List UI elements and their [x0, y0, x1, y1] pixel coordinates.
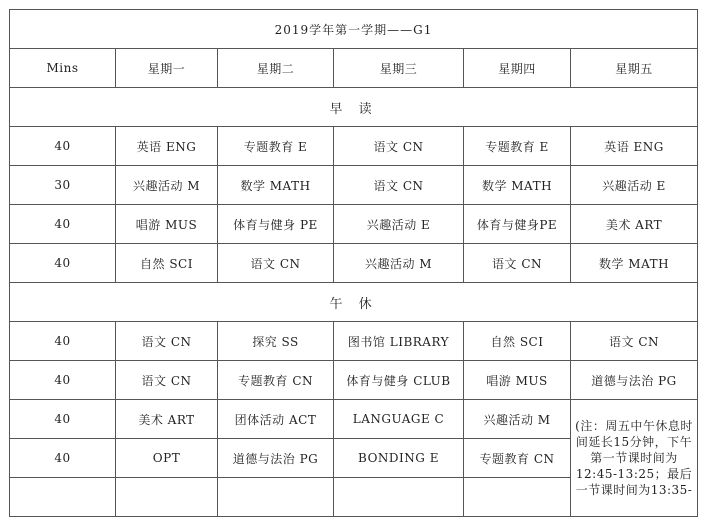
header-cell: Mins [10, 49, 116, 88]
class-cell: 探究 SS [218, 322, 334, 361]
class-cell: 体育与健身PE [464, 205, 571, 244]
header-cell: 星期一 [116, 49, 218, 88]
class-cell: LANGUAGE C [334, 400, 464, 439]
class-cell: 唱游 MUS [116, 205, 218, 244]
class-cell: 团体活动 ACT [218, 400, 334, 439]
title-row [10, 10, 698, 49]
class-cell: 自然 SCI [464, 322, 571, 361]
class-cell: 体育与健身 CLUB [334, 361, 464, 400]
class-cell: 语文 CN [334, 166, 464, 205]
table-row [10, 244, 698, 283]
class-cell: 数学 MATH [464, 166, 571, 205]
class-cell: 兴趣活动 E [334, 205, 464, 244]
header-cell: 星期二 [218, 49, 334, 88]
class-cell: 美术 ART [571, 205, 698, 244]
class-cell [464, 478, 571, 517]
class-cell [218, 478, 334, 517]
section-row [10, 283, 698, 322]
class-cell [334, 478, 464, 517]
minutes-cell: 40 [10, 361, 116, 400]
header-cell: 星期四 [464, 49, 571, 88]
minutes-cell: 40 [10, 322, 116, 361]
class-cell: 图书馆 LIBRARY [334, 322, 464, 361]
class-cell: BONDING E [334, 439, 464, 478]
table-row [10, 400, 698, 439]
class-cell: 体育与健身 PE [218, 205, 334, 244]
class-cell: 专题教育 E [218, 127, 334, 166]
class-cell: OPT [116, 439, 218, 478]
timetable-title: 2019学年第一学期——G1 [10, 10, 698, 49]
class-cell: 数学 MATH [218, 166, 334, 205]
section-morning-reading: 早 读 [10, 88, 698, 127]
class-cell: 兴趣活动 M [116, 166, 218, 205]
class-cell: 数学 MATH [571, 244, 698, 283]
class-cell: 道德与法治 PG [571, 361, 698, 400]
class-cell: 英语 ENG [116, 127, 218, 166]
class-cell: 唱游 MUS [464, 361, 571, 400]
table-row [10, 127, 698, 166]
class-cell: 专题教育 E [464, 127, 571, 166]
class-cell [116, 478, 218, 517]
table-row [10, 205, 698, 244]
class-cell: 语文 CN [218, 244, 334, 283]
minutes-cell: 40 [10, 400, 116, 439]
class-cell: 英语 ENG [571, 127, 698, 166]
class-cell: 语文 CN [571, 322, 698, 361]
header-row [10, 49, 698, 88]
table-row [10, 166, 698, 205]
header-cell: 星期三 [334, 49, 464, 88]
minutes-cell: 40 [10, 244, 116, 283]
minutes-cell: 40 [10, 205, 116, 244]
class-cell: 语文 CN [116, 361, 218, 400]
friday-note: (注：周五中午休息时间延长15分钟，下午第一节课时间为12:45-13:25；最后一节课时间为13:35- [571, 400, 698, 517]
class-cell: 自然 SCI [116, 244, 218, 283]
class-cell: 兴趣活动 M [464, 400, 571, 439]
class-cell: 语文 CN [116, 322, 218, 361]
class-cell: 专题教育 CN [218, 361, 334, 400]
table-row [10, 361, 698, 400]
class-cell: 专题教育 CN [464, 439, 571, 478]
class-cell: 语文 CN [334, 127, 464, 166]
timetable [9, 9, 698, 517]
class-cell: 美术 ART [116, 400, 218, 439]
header-cell: 星期五 [571, 49, 698, 88]
class-cell: 兴趣活动 E [571, 166, 698, 205]
minutes-cell: 40 [10, 439, 116, 478]
class-cell: 道德与法治 PG [218, 439, 334, 478]
section-row [10, 88, 698, 127]
minutes-cell [10, 478, 116, 517]
table-row [10, 322, 698, 361]
class-cell: 语文 CN [464, 244, 571, 283]
minutes-cell: 30 [10, 166, 116, 205]
minutes-cell: 40 [10, 127, 116, 166]
class-cell: 兴趣活动 M [334, 244, 464, 283]
section-lunch-break: 午 休 [10, 283, 698, 322]
